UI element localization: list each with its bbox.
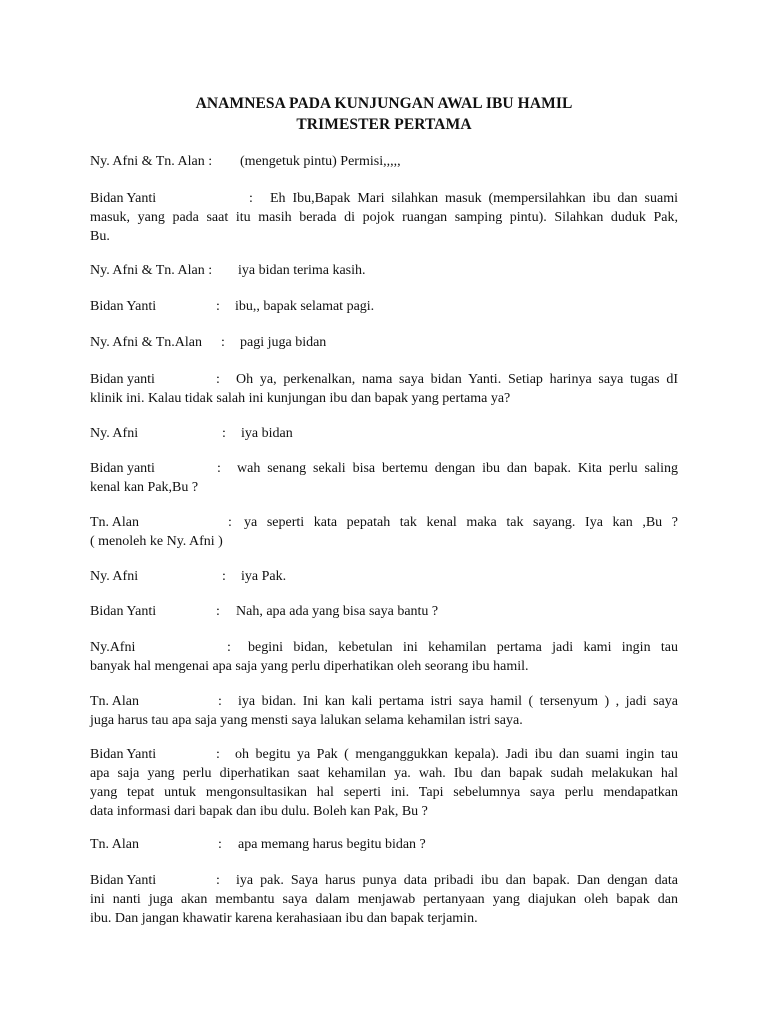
- dialogue-text-line: klinik ini. Kalau tidak salah ini kunjungan ibu dan bapak yang pertama ya?: [90, 391, 511, 406]
- dialogue-text: Oh ya, perkenalkan, nama saya bidan Yanti. Setiap harinya saya tugas dI: [236, 372, 678, 387]
- document-subtitle: TRIMESTER PERTAMA: [296, 116, 472, 133]
- speaker-colon: :: [218, 837, 222, 852]
- speaker-name: Ny.Afni: [90, 640, 136, 655]
- dialogue-text-line: juga harus tau apa saja yang mensti saya lalukan selama kehamilan istri saya.: [90, 713, 523, 728]
- dialogue-entry: [90, 333, 678, 352]
- dialogue-text: iya Pak.: [241, 569, 287, 584]
- dialogue-entry: [90, 424, 678, 443]
- dialogue-text: wah senang sekali bisa bertemu dengan ibu dan bapak. Kita perlu saling: [237, 461, 678, 476]
- speaker-name: Bidan yanti: [90, 372, 155, 387]
- dialogue-entry: [90, 152, 678, 171]
- speaker-name: Ny. Afni & Tn. Alan :: [90, 263, 213, 278]
- speaker-name: Bidan Yanti: [90, 299, 157, 314]
- dialogue-text: Eh Ibu,Bapak Mari silahkan masuk (mempersilahkan ibu dan suami: [270, 191, 678, 206]
- speaker-name: Ny. Afni & Tn.Alan: [90, 335, 202, 350]
- speaker-colon: :: [249, 191, 253, 206]
- speaker-colon: :: [216, 747, 220, 762]
- speaker-name: Bidan Yanti: [90, 747, 157, 762]
- dialogue-text: apa memang harus begitu bidan ?: [238, 837, 426, 852]
- dialogue-text: (mengetuk pintu) Permisi,,,,,: [240, 154, 401, 169]
- dialogue-text-line: banyak hal mengenai apa saja yang perlu diperhatikan oleh seorang ibu hamil.: [90, 659, 529, 674]
- dialogue-entry: [90, 370, 678, 408]
- dialogue-text: iya bidan. Ini kan kali pertama istri saya hamil ( tersenyum ) , jadi saya: [238, 694, 678, 709]
- speaker-colon: :: [218, 694, 222, 709]
- dialogue-entry: [90, 189, 678, 246]
- speaker-name: Tn. Alan: [90, 694, 139, 709]
- speaker-name: Tn. Alan: [90, 515, 139, 530]
- speaker-colon: :: [216, 299, 220, 314]
- speaker-colon: :: [216, 372, 220, 387]
- speaker-colon: :: [222, 569, 226, 584]
- dialogue-text: ibu,, bapak selamat pagi.: [235, 299, 375, 314]
- speaker-colon: :: [227, 640, 231, 655]
- speaker-name: Bidan Yanti: [90, 604, 157, 619]
- speaker-name: Ny. Afni: [90, 569, 139, 584]
- speaker-name: Ny. Afni: [90, 426, 139, 441]
- dialogue-text-line: apa saja yang perlu diperhatikan saat kehamilan ya. wah. Ibu dan bapak sudah melakukan hal: [90, 766, 678, 781]
- dialogue-entry: [90, 692, 678, 730]
- dialogue-entry: [90, 459, 678, 497]
- dialogue-entry: [90, 871, 678, 928]
- speaker-colon: :: [222, 426, 226, 441]
- dialogue-entry: [90, 638, 678, 676]
- dialogue-entry: [90, 261, 678, 280]
- document-title: ANAMNESA PADA KUNJUNGAN AWAL IBU HAMIL: [195, 95, 573, 112]
- dialogue-text: iya bidan: [241, 426, 293, 441]
- speaker-colon: :: [228, 515, 232, 530]
- dialogue-entry: [90, 745, 678, 821]
- dialogue-text-line: yang tepat untuk mengonsultasikan hal seperti ini. Tapi sebelumnya saya perlu mendapatkan: [90, 785, 678, 800]
- speaker-colon: :: [216, 604, 220, 619]
- dialogue-text-line: ibu. Dan jangan khawatir karena kerahasiaan ibu dan bapak terjamin.: [90, 911, 478, 926]
- dialogue-entry: [90, 513, 678, 551]
- dialogue-text: Nah, apa ada yang bisa saya bantu ?: [236, 604, 439, 619]
- dialogue-text-line: ini nanti juga akan membantu saya dalam menjawab pertanyaan yang diajukan oleh bapak dan: [90, 892, 678, 907]
- speaker-colon: :: [217, 461, 221, 476]
- dialogue-text: iya bidan terima kasih.: [238, 263, 366, 278]
- dialogue-text-line: kenal kan Pak,Bu ?: [90, 480, 199, 495]
- dialogue-text-line: Bu.: [90, 229, 110, 244]
- dialogue-text: begini bidan, kebetulan ini kehamilan pertama jadi kami ingin tau: [248, 640, 678, 655]
- speaker-name: Ny. Afni & Tn. Alan :: [90, 154, 213, 169]
- dialogue-text: iya pak. Saya harus punya data pribadi ibu dan bapak. Dan dengan data: [236, 873, 678, 888]
- dialogue-text: ya seperti kata pepatah tak kenal maka tak sayang. Iya kan ,Bu ?: [244, 515, 678, 530]
- dialogue-text: oh begitu ya Pak ( menganggukkan kepala). Jadi ibu dan suami ingin tau: [235, 747, 678, 762]
- dialogue-entry: [90, 297, 678, 316]
- speaker-colon: :: [216, 873, 220, 888]
- speaker-colon: :: [221, 335, 225, 350]
- dialogue-entry: [90, 602, 678, 621]
- dialogue-entry: [90, 567, 678, 586]
- speaker-name: Bidan Yanti: [90, 191, 157, 206]
- dialogue-text-line: ( menoleh ke Ny. Afni ): [90, 534, 223, 549]
- dialogue-text-line: masuk, yang pada saat itu masih berada di pojok ruangan samping pintu). Silahkan duduk Pak,: [90, 210, 678, 225]
- dialogue-text: pagi juga bidan: [240, 335, 327, 350]
- speaker-name: Bidan yanti: [90, 461, 155, 476]
- speaker-name: Bidan Yanti: [90, 873, 157, 888]
- dialogue-entry: [90, 835, 678, 854]
- dialogue-text-line: data informasi dari bapak dan ibu dulu. Boleh kan Pak, Bu ?: [90, 804, 428, 819]
- speaker-name: Tn. Alan: [90, 837, 139, 852]
